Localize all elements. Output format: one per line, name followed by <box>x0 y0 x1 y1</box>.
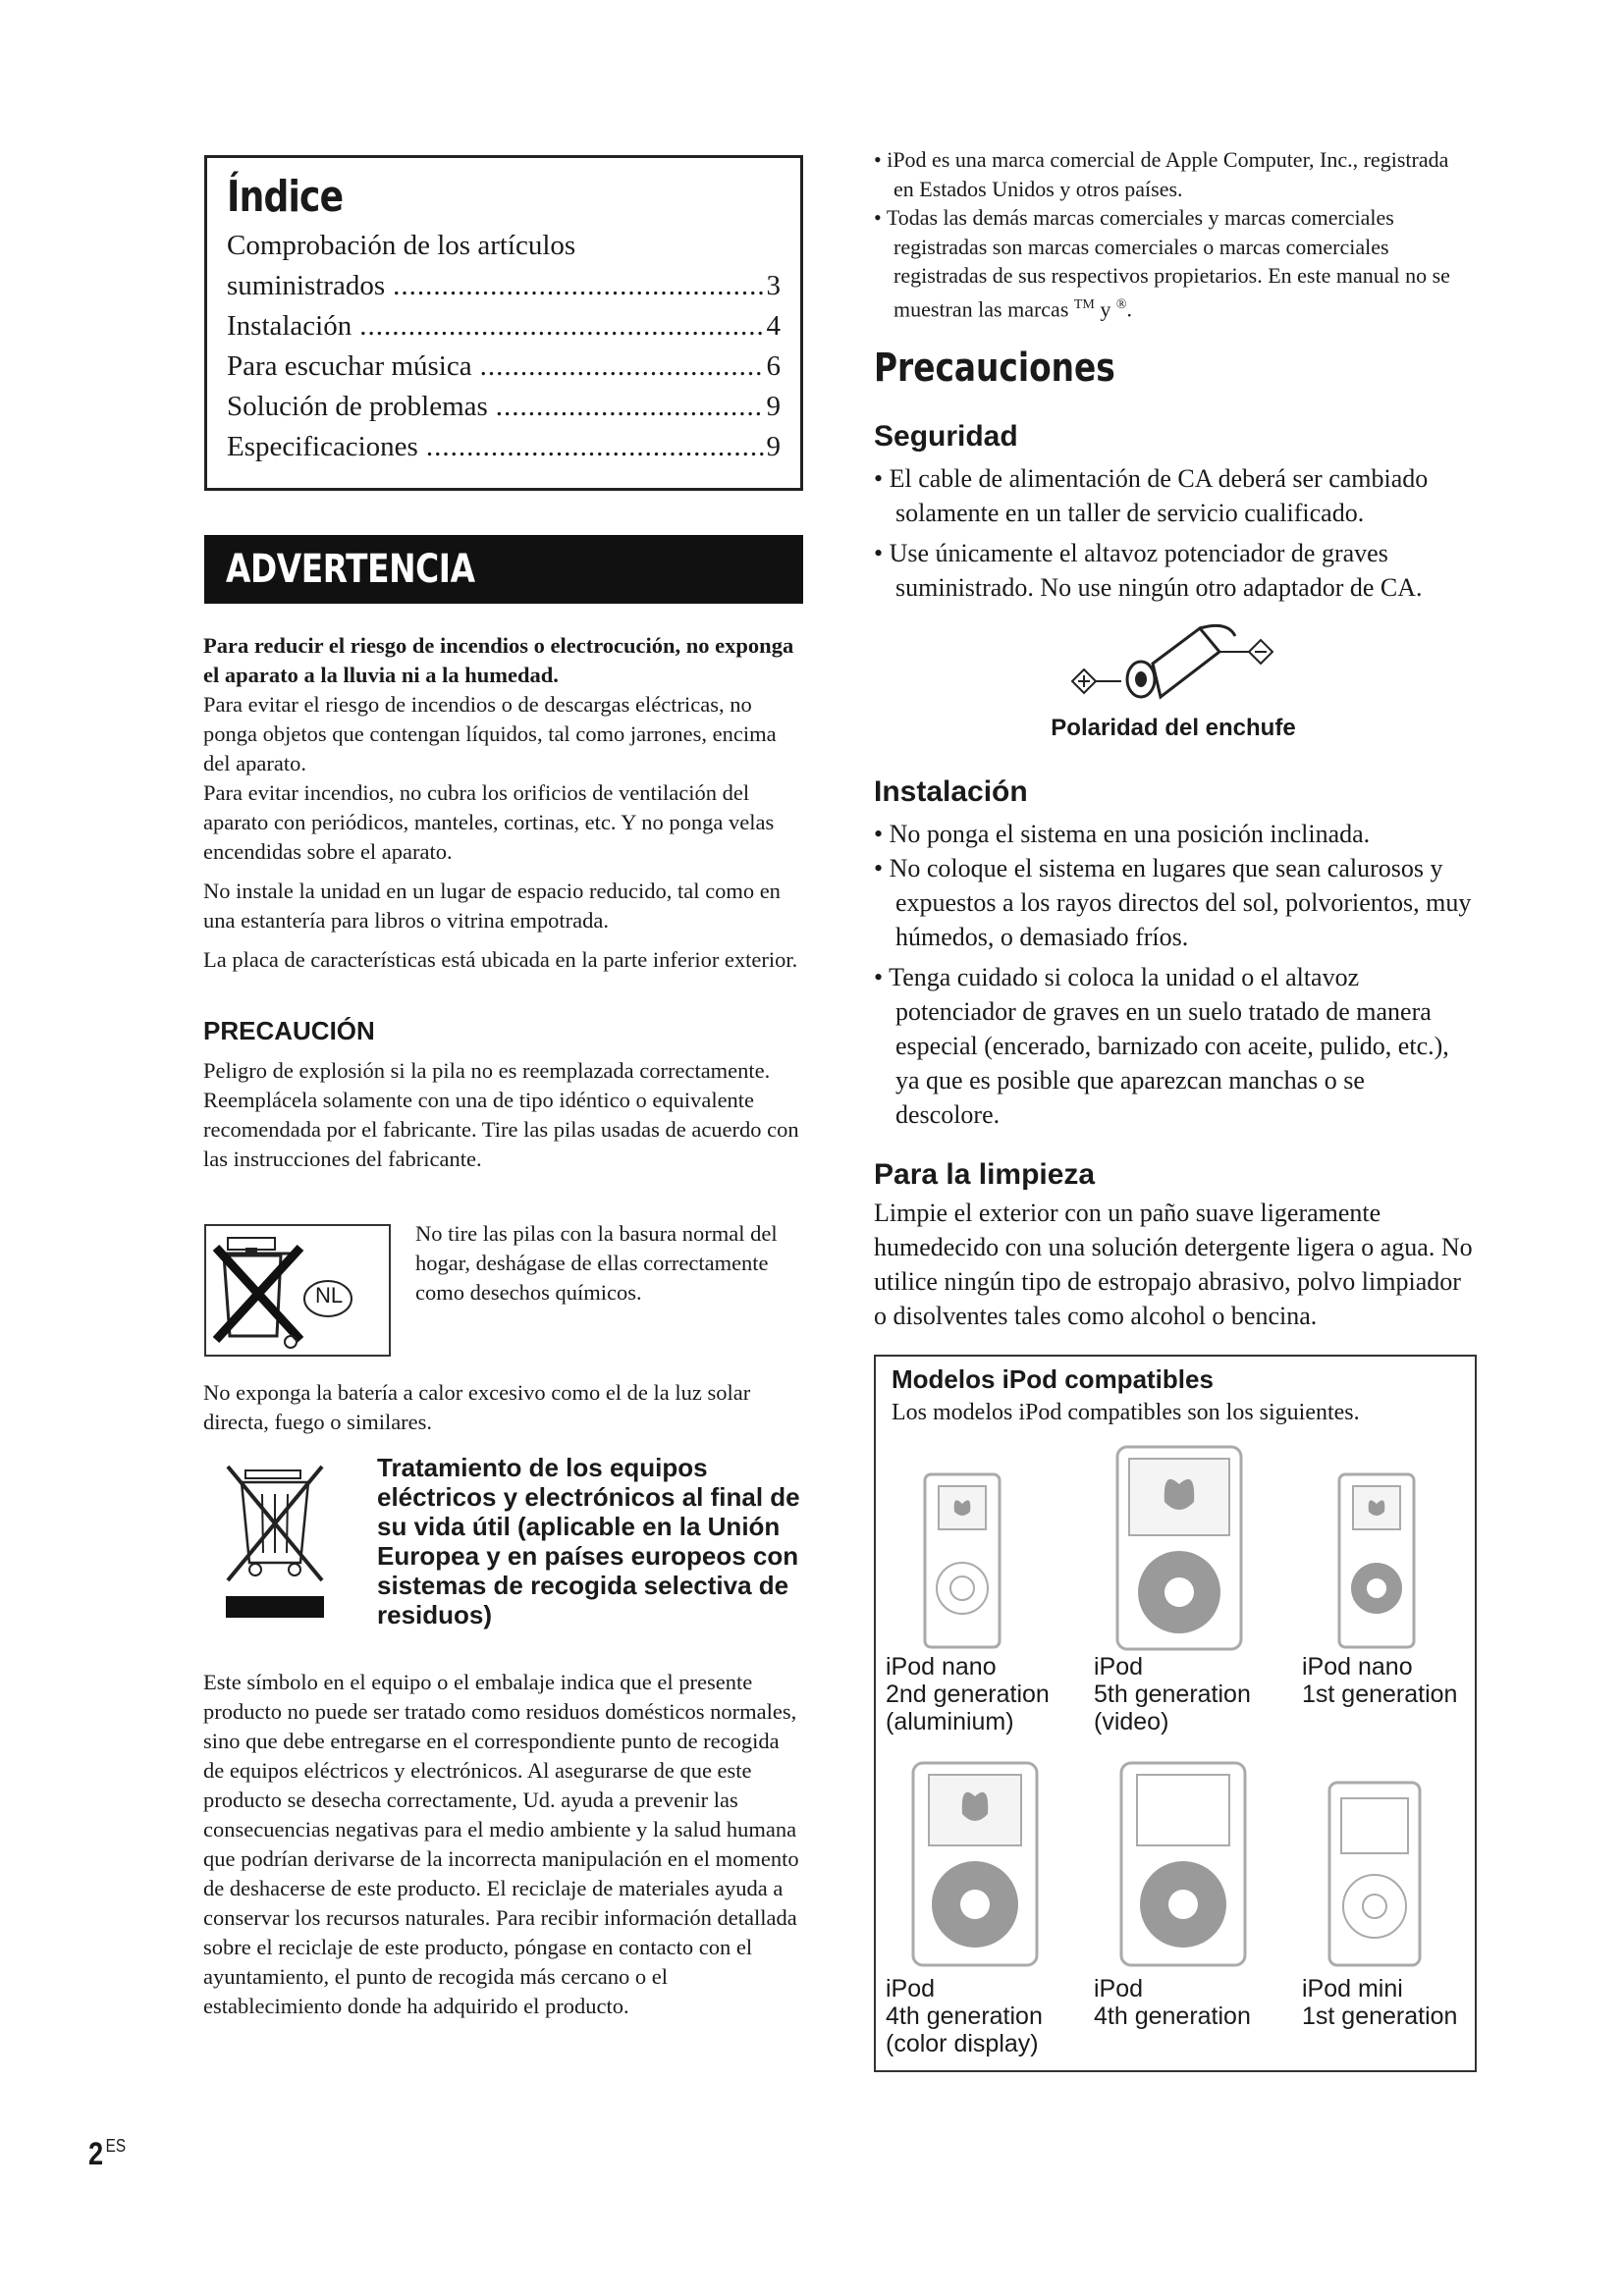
ipod-4g-color-icon <box>911 1761 1039 1972</box>
precautions-title: Precauciones <box>874 346 1115 391</box>
weee-title: Tratamiento de los equipos eléctricos y electrónicos al final de su vida útil (aplicable en la Unión Europea y en países europeos con sistemas de recogida selectiva de residuos) <box>377 1453 800 1629</box>
installation-title: Instalación <box>874 775 1028 808</box>
toc-entry-page: 3 <box>766 270 781 301</box>
installation-bullets <box>874 817 1473 1132</box>
safety-bullet: • Use únicamente el altavoz potenciador de graves suministrado. No use ningún otro adaptador de CA. <box>874 539 1423 602</box>
ipod-4g-icon <box>1119 1761 1247 1972</box>
weee-body: Este símbolo en el equipo o el embalaje indica que el presente producto no puede ser tratado como residuos domésticos normales, sino que debe entregarse en el correspondiente punto de recogida de equipos eléctricos y electrónicos. Al asegurarse de que este producto se desecha correctamente, Ud. ayuda a prevenir las consecuencias negativas para el medio ambiente y la salud humana que podrían derivarse de la incorrecta manipulación en el momento de deshacerse de este producto. El reciclaje de materiales ayuda a conservar los recursos naturales. Para recibir información detallada sobre el reciclaje de este producto, póngase en contacto con el ayuntamiento, el punto de recogida más cercano o el establecimiento donde ha adquirido el producto. <box>203 1670 799 2018</box>
model-caption: iPod 4th generation <box>1094 1975 1251 2030</box>
cleaning-title: Para la limpieza <box>874 1158 1096 1191</box>
toc-entry-label: Para escuchar música <box>227 350 472 382</box>
toc-entry-page: 9 <box>766 391 781 422</box>
caution-paragraph: Peligro de explosión si la pila no es reemplazada correctamente. Reemplácela solamente con una de tipo idéntico o equivalente recomendada por el fabricante. Tire las pilas usadas de acuerdo con las instrucciones del fabricante. <box>203 1058 799 1171</box>
battery-heat-note: No exponga la batería a calor excesivo como el de la luz solar directa, fuego o similares. <box>203 1380 751 1434</box>
model-caption: iPod mini 1st generation <box>1302 1975 1458 2030</box>
toc-entry[interactable] <box>227 347 781 387</box>
safety-title: Seguridad <box>874 420 1018 453</box>
nl-label: NL <box>314 1283 344 1308</box>
toc-entry-label: Instalación <box>227 310 352 342</box>
ipod-mini-icon <box>1327 1781 1422 1972</box>
warning-paragraph: Para evitar incendios, no cubra los orificios de ventilación del aparato con periódicos, manteles, cortinas, etc. Y no ponga velas encendidas sobre el aparato. <box>203 780 775 864</box>
weee-bin-icon <box>216 1455 334 1622</box>
toc-entry-page: 6 <box>766 350 781 382</box>
ipod-nano-1g-icon <box>1337 1472 1416 1654</box>
index-title: Índice <box>227 172 344 222</box>
compatible-models-box <box>874 1355 1477 2072</box>
page-number-block <box>88 2136 126 2172</box>
safety-bullets <box>874 461 1473 605</box>
index-box <box>204 155 803 491</box>
toc-entry[interactable] <box>227 387 781 427</box>
battery-note: No tire las pilas con la basura normal del hogar, deshágase de ellas correctamente como desechos químicos. <box>415 1221 778 1305</box>
installation-bullet: • No coloque el sistema en lugares que sean calurosos y expuestos a los rayos directos del sol, polvorientos, muy húmedos, o demasiado fríos. <box>874 854 1472 951</box>
trademark-bullet: • Todas las demás marcas comerciales y marcas comerciales registradas son marcas comerciales o marcas comerciales registradas de sus respectivos propietarios. En este manual no se muestran las marcas ™ y ®. <box>874 205 1450 321</box>
toc-entry-page: 4 <box>766 310 781 342</box>
safety-bullet: • El cable de alimentación de CA deberá ser cambiado solamente en un taller de servicio cualificado. <box>874 464 1429 527</box>
plug-polarity-icon <box>1062 611 1288 705</box>
toc-entry-label-first-line: Comprobación de los artículos <box>227 230 576 261</box>
model-caption: iPod nano 2nd generation (aluminium) <box>886 1653 1050 1735</box>
trademark-notes <box>874 145 1473 323</box>
ipod-nano-2g-icon <box>923 1472 1001 1654</box>
cleaning-body: Limpie el exterior con un paño suave ligeramente humedecido con una solución detergente ligera o agua. No utilice ningún tipo de estropajo abrasivo, polvo limpiador o disolventes tales como alcohol o bencina. <box>874 1199 1473 1330</box>
battery-bin-icon <box>204 1224 391 1357</box>
language-code: ES <box>105 2136 127 2156</box>
warning-banner <box>204 535 803 604</box>
caution-title: PRECAUCIÓN <box>203 1016 375 1045</box>
toc-entry-line1 <box>227 226 781 266</box>
toc-entry-label: Solución de problemas <box>227 391 488 422</box>
plug-caption: Polaridad del enchufe <box>1051 715 1296 741</box>
trademark-bullet: • iPod es una marca comercial de Apple Computer, Inc., registrada en Estados Unidos y otros países. <box>874 147 1449 201</box>
ipod-5g-icon <box>1115 1445 1243 1656</box>
model-caption: iPod 5th generation (video) <box>1094 1653 1251 1735</box>
toc-entry[interactable] <box>227 427 781 467</box>
models-title: Modelos iPod compatibles <box>892 1364 1214 1394</box>
installation-bullet: • No ponga el sistema en una posición inclinada. <box>874 820 1371 848</box>
toc-entry[interactable] <box>227 266 781 306</box>
toc-entry-label: Especificaciones <box>227 431 418 462</box>
model-caption: iPod nano 1st generation <box>1302 1653 1458 1708</box>
toc-entry[interactable] <box>227 306 781 347</box>
warning-paragraph: La placa de características está ubicada en la parte inferior exterior. <box>203 947 798 972</box>
warning-title: ADVERTENCIA <box>226 547 475 592</box>
warning-text <box>203 631 804 975</box>
models-intro: Los modelos iPod compatibles son los siguientes. <box>892 1400 1360 1425</box>
warning-bold-lead: Para reducir el riesgo de incendios o electrocución, no exponga el aparato a la lluvia ni a la humedad. <box>203 633 794 687</box>
page-number: 2 <box>88 2136 104 2171</box>
warning-paragraph: Para evitar el riesgo de incendios o de descargas eléctricas, no ponga objetos que contengan líquidos, tal como jarrones, encima del aparato. <box>203 692 777 775</box>
warning-paragraph: No instale la unidad en un lugar de espacio reducido, tal como en una estantería para libros o vitrina empotrada. <box>203 879 781 933</box>
toc-entry-label: suministrados <box>227 270 386 301</box>
model-caption: iPod 4th generation (color display) <box>886 1975 1043 2057</box>
toc-entry-page: 9 <box>766 431 781 462</box>
installation-bullet: • Tenga cuidado si coloca la unidad o el altavoz potenciador de graves en un suelo tratado de manera especial (encerado, barnizado con aceite, pulido, etc.), ya que es posible que aparezcan manchas o se descolore. <box>874 963 1449 1129</box>
